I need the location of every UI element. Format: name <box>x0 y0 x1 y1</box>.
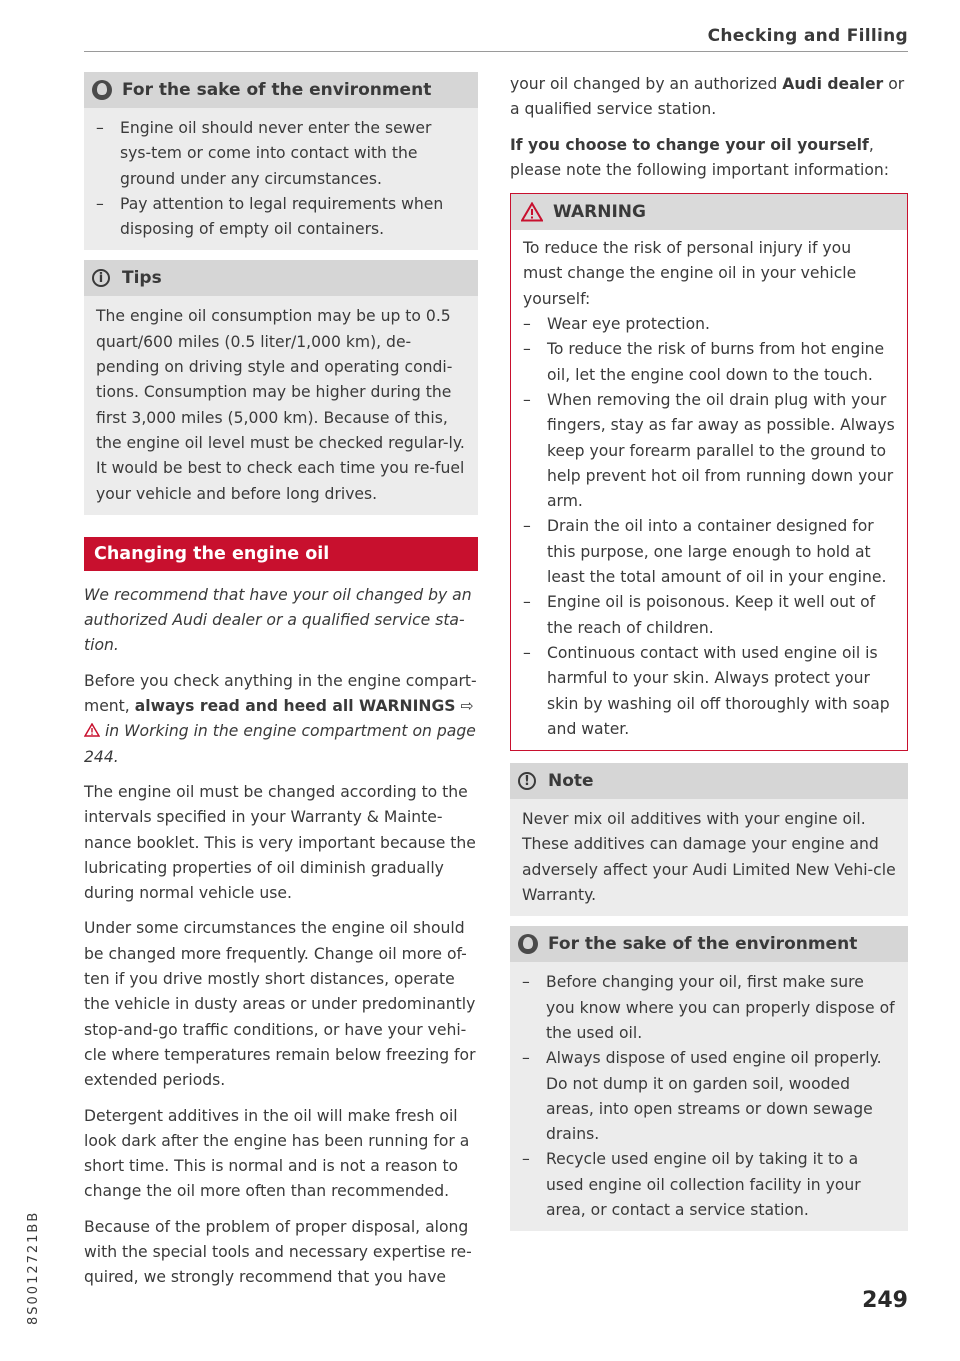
environment-box-right <box>510 926 908 1231</box>
note-box-title: Note <box>548 771 594 792</box>
paragraph: Detergent additives in the oil will make fresh oil look dark after the engine has been running for a short time. This is normal and is not a reason to change the oil more often than recommended. <box>84 1106 470 1201</box>
warning-box-header <box>511 194 907 230</box>
list-item: – When removing the oil drain plug with your fingers, stay as far away as possible. Always keep your forearm parallel to the ground to help prevent hot oil from running down your arm. <box>523 388 895 514</box>
emphasis: Audi dealer <box>782 75 884 93</box>
exclamation-icon: ! <box>518 772 536 790</box>
warning-title: WARNING <box>553 202 646 223</box>
section-intro: We recommend that have your oil changed by an authorized Audi dealer or a qualified service sta-tion. <box>84 585 472 655</box>
environment-icon <box>92 80 112 100</box>
running-header-title: Checking and Filling <box>707 26 908 46</box>
environment-box-title: For the sake of the environment <box>548 934 858 955</box>
info-icon: i <box>92 269 110 287</box>
emphasis: If you choose to change your oil yourself <box>510 135 869 154</box>
warning-intro: To reduce the risk of personal injury if you must change the engine oil in your vehicle yourself: <box>523 239 857 308</box>
paragraph: The engine oil must be changed according to the intervals specified in your Warranty & Mainte-nance booklet. This is very important because the lubricating properties of oil diminish gradually during normal vehicle use. <box>84 782 476 903</box>
paragraph-text: , please note the following important information: <box>510 135 890 179</box>
note-text: Never mix oil additives with your engine oil. These additives can damage your engine and adversely affect your Audi Limited New Vehi-cle Warranty. <box>522 810 896 905</box>
arrow-icon: ⇨ <box>455 697 474 716</box>
note-box-body <box>510 799 908 916</box>
environment-icon <box>518 934 538 954</box>
paragraph <box>510 133 908 184</box>
section-heading: Changing the engine oil <box>84 537 478 571</box>
list-item: – Before changing your oil, first make sure you know where you can properly dispose of the used oil. <box>522 970 896 1046</box>
warning-box-body <box>511 230 907 750</box>
environment-box-title: For the sake of the environment <box>122 80 432 100</box>
warning-triangle-icon <box>521 202 543 222</box>
right-column <box>510 72 908 1231</box>
environment-box-body <box>84 108 478 250</box>
note-box <box>510 763 908 916</box>
environment-box-header <box>510 926 908 962</box>
header-divider <box>84 51 908 52</box>
environment-box-left <box>84 72 478 250</box>
paragraph <box>84 669 478 770</box>
environment-box-body <box>510 962 908 1231</box>
list-item: – To reduce the risk of burns from hot engine oil, let the engine cool down to the touch. <box>523 337 895 388</box>
paragraph-text: Before you check anything in the engine compart-ment, <box>84 671 477 716</box>
tips-box-header <box>84 260 478 296</box>
paragraph <box>510 72 908 123</box>
document-code: 8S0012721BB <box>26 1210 41 1325</box>
tips-box <box>84 260 478 514</box>
warnings-emphasis: always read and heed all WARNINGS <box>134 697 456 716</box>
tips-text: The engine oil consumption may be up to 0.5 quart/600 miles (0.5 liter/1,000 km), de-pending on driving style and operating condi-tions. Consumption may be higher during the first 3,000 miles (5,000 km). Because of this, the engine oil level must be checked regular-ly. It would be best to check each time you re-fuel your vehicle and before long drives. <box>96 307 465 503</box>
warning-triangle-icon <box>84 723 100 737</box>
page-number: 249 <box>862 1288 908 1313</box>
list-item: – Drain the oil into a container designed for this purpose, one large enough to hold at least the total amount of oil in your engine. <box>523 514 895 590</box>
note-box-header <box>510 763 908 799</box>
warning-box <box>510 193 908 751</box>
paragraph: Under some circumstances the engine oil should be changed more frequently. Change oil more of-ten if you drive mostly short distances, operate the vehicle in dusty areas or under predominantly stop-and-go traffic conditions, or have your vehi-cle where temperatures remain below freezing for extended periods. <box>84 919 476 1090</box>
tips-box-body <box>84 296 478 514</box>
paragraph: Because of the problem of proper disposal, along with the special tools and necessary expertise re-quired, we strongly recommend that you have <box>84 1217 472 1287</box>
list-item: – Pay attention to legal requirements when disposing of empty oil containers. <box>96 192 466 243</box>
paragraph-text: your oil changed by an authorized <box>510 75 783 93</box>
paragraph-text: or a qualified service station. <box>510 75 905 119</box>
list-item: – Recycle used engine oil by taking it to a used engine oil collection facility in your area, or contact a service station. <box>522 1147 896 1223</box>
list-item: – Engine oil should never enter the sewer sys-tem or come into contact with the ground under any circumstances. <box>96 116 466 192</box>
left-column <box>84 72 478 1301</box>
cross-reference-link[interactable]: in Working in the engine compartment on page 244. <box>84 722 476 766</box>
list-item: – Engine oil is poisonous. Keep it well out of the reach of children. <box>523 590 895 641</box>
list-item: – Wear eye protection. <box>523 312 895 337</box>
list-item: – Always dispose of used engine oil properly. Do not dump it on garden soil, wooded areas, into open streams or down sewage drains. <box>522 1046 896 1147</box>
tips-box-title: Tips <box>122 268 162 289</box>
list-item: – Continuous contact with used engine oil is harmful to your skin. Always protect your skin by washing oil off thoroughly with soap and water. <box>523 641 895 742</box>
environment-box-header <box>84 72 478 108</box>
